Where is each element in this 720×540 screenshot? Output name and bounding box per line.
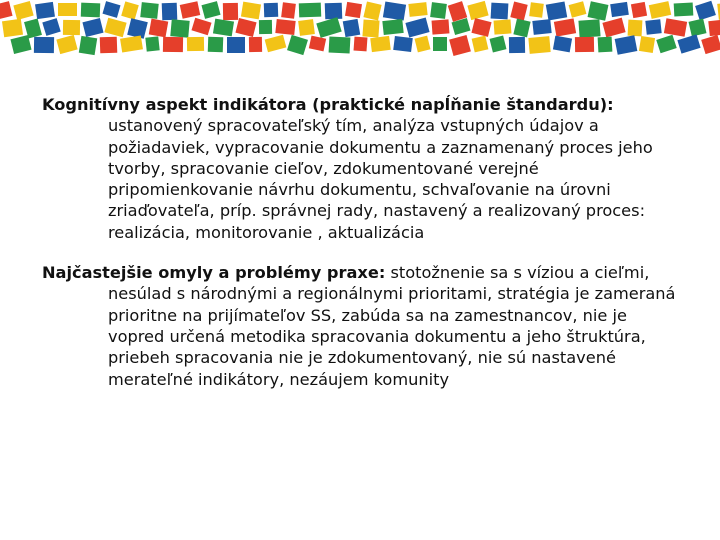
banner-stripe bbox=[382, 19, 403, 35]
banner-stripe bbox=[588, 1, 609, 20]
banner-stripe bbox=[569, 1, 587, 17]
banner-stripe bbox=[490, 36, 507, 53]
banner-stripe bbox=[42, 18, 60, 36]
banner-stripe bbox=[162, 3, 178, 21]
banner-stripe bbox=[10, 35, 31, 54]
banner-stripe bbox=[509, 37, 525, 53]
banner-stripe bbox=[13, 1, 33, 20]
banner-stripe bbox=[631, 2, 647, 18]
banner-stripe bbox=[602, 18, 625, 38]
banner-stripe bbox=[510, 2, 527, 21]
banner-stripe bbox=[432, 19, 450, 34]
banner-stripe bbox=[448, 1, 468, 22]
banner-stripe bbox=[408, 2, 427, 17]
banner-stripe bbox=[265, 35, 287, 52]
banner-stripe bbox=[329, 36, 351, 53]
banner-stripe bbox=[414, 36, 430, 53]
banner-stripe bbox=[58, 3, 77, 16]
banner-stripe bbox=[241, 2, 261, 20]
paragraph-lead: Najčastejšie omyly a problémy praxe: bbox=[42, 263, 386, 283]
paragraph-lead: Kognitívny aspekt indikátora (praktické napĺňanie štandardu): bbox=[42, 95, 614, 114]
banner-stripe bbox=[34, 37, 54, 53]
banner-stripe bbox=[553, 36, 572, 53]
banner-stripe bbox=[345, 2, 362, 18]
banner-stripe bbox=[628, 20, 643, 37]
banner-stripe bbox=[170, 19, 189, 38]
banner-stripe bbox=[100, 37, 118, 54]
banner-stripe bbox=[223, 3, 238, 20]
decorative-banner bbox=[0, 0, 720, 62]
banner-stripe bbox=[56, 35, 77, 54]
banner-stripe bbox=[309, 36, 326, 52]
banner-stripe bbox=[393, 36, 413, 52]
banner-stripe bbox=[370, 36, 391, 52]
banner-stripe bbox=[645, 19, 661, 34]
paragraph-body: stotožnenie sa s víziou a cieľmi, nesúlad s národnými a regionálnymi prioritami, stratégia je zameraná prioritne na prijímateľov SS, zabúda sa na zamestnancov, nie je vopred určená metodika spracovania dokumentu a jeho štruktúra, priebeh spracovania nie je zdokumentovaný, nie sú nastavené merateľné indikátory, nezáujem komunity bbox=[108, 263, 676, 389]
banner-stripe bbox=[275, 19, 295, 35]
banner-stripe bbox=[354, 37, 368, 52]
banner-stripe bbox=[163, 37, 183, 52]
banner-stripe bbox=[249, 37, 262, 52]
banner-stripe bbox=[664, 18, 687, 36]
banner-stripe bbox=[656, 35, 676, 54]
banner-stripe bbox=[187, 37, 204, 51]
banner-stripe bbox=[180, 1, 201, 18]
banner-stripe bbox=[213, 19, 234, 37]
banner-stripe bbox=[532, 19, 551, 35]
banner-stripe bbox=[430, 2, 447, 19]
banner-stripe bbox=[471, 18, 491, 37]
banner-stripe bbox=[0, 1, 13, 20]
banner-stripe bbox=[287, 35, 308, 55]
banner-stripe bbox=[81, 3, 100, 18]
banner-stripe bbox=[127, 18, 148, 39]
banner-stripe bbox=[701, 35, 720, 54]
banner-stripe bbox=[259, 20, 272, 34]
banner-stripe bbox=[140, 2, 158, 19]
banner-stripe bbox=[513, 19, 530, 38]
banner-stripe bbox=[615, 35, 638, 55]
banner-stripe bbox=[674, 3, 694, 17]
banner-stripe bbox=[575, 37, 594, 52]
banner-stripe bbox=[102, 1, 120, 18]
banner-stripe bbox=[491, 3, 509, 20]
banner-stripe bbox=[2, 19, 23, 37]
banner-stripe bbox=[708, 19, 720, 36]
banner-stripe bbox=[472, 36, 489, 53]
paragraph-common-mistakes bbox=[42, 262, 682, 390]
banner-stripe bbox=[610, 2, 629, 17]
banner-stripe bbox=[316, 17, 341, 38]
banner-stripe bbox=[449, 35, 471, 56]
paragraph-body: ustanovený spracovateľský tím, analýza vstupných údajov a požiadaviek, vypracovanie dokumentu a zaznamenaný proces jeho tvorby, spracovanie cieľov, zdokumentované verejné pripomienkovanie návrhu dokumentu, schvaľovanie na úrovni zriaďovateľa, príp. správnej rady, nastavený a realizovaný proces: realizácia, monitorovanie , aktualizácia bbox=[108, 116, 653, 242]
banner-stripe bbox=[343, 19, 361, 37]
banner-stripe bbox=[598, 37, 613, 53]
banner-stripe bbox=[120, 35, 143, 52]
banner-stripe bbox=[528, 36, 550, 54]
banner-stripe bbox=[467, 1, 488, 20]
slide-content bbox=[42, 94, 682, 409]
banner-stripe bbox=[35, 2, 55, 19]
banner-stripe bbox=[546, 1, 567, 20]
banner-stripe bbox=[79, 36, 97, 55]
banner-stripe bbox=[299, 3, 321, 18]
banner-stripe bbox=[689, 19, 707, 37]
paragraph-cognitive-aspect bbox=[42, 94, 682, 243]
banner-stripe bbox=[201, 1, 220, 19]
banner-stripe bbox=[362, 19, 379, 37]
banner-stripe bbox=[145, 36, 159, 51]
banner-stripe bbox=[149, 19, 169, 38]
banner-stripe bbox=[63, 20, 80, 35]
banner-stripe bbox=[649, 1, 671, 19]
banner-stripe bbox=[405, 18, 429, 38]
banner-stripe bbox=[677, 34, 700, 53]
banner-stripe bbox=[235, 18, 256, 37]
banner-stripe bbox=[104, 18, 126, 37]
banner-stripe bbox=[325, 3, 343, 20]
banner-stripe bbox=[578, 19, 600, 37]
banner-stripe bbox=[281, 2, 296, 18]
banner-stripe bbox=[363, 2, 381, 21]
banner-stripe bbox=[639, 36, 655, 53]
banner-stripe bbox=[191, 18, 211, 35]
banner-stripe bbox=[298, 19, 315, 36]
banner-stripe bbox=[695, 1, 716, 21]
banner-stripe bbox=[208, 37, 224, 53]
banner-stripe bbox=[529, 2, 544, 17]
banner-stripe bbox=[554, 18, 576, 36]
banner-stripe bbox=[433, 37, 447, 51]
banner-stripe bbox=[121, 1, 139, 19]
banner-stripe bbox=[82, 18, 103, 37]
banner-stripe bbox=[383, 1, 406, 20]
banner-stripe bbox=[264, 3, 278, 17]
banner-stripe bbox=[227, 37, 245, 53]
banner-stripe bbox=[494, 19, 512, 34]
